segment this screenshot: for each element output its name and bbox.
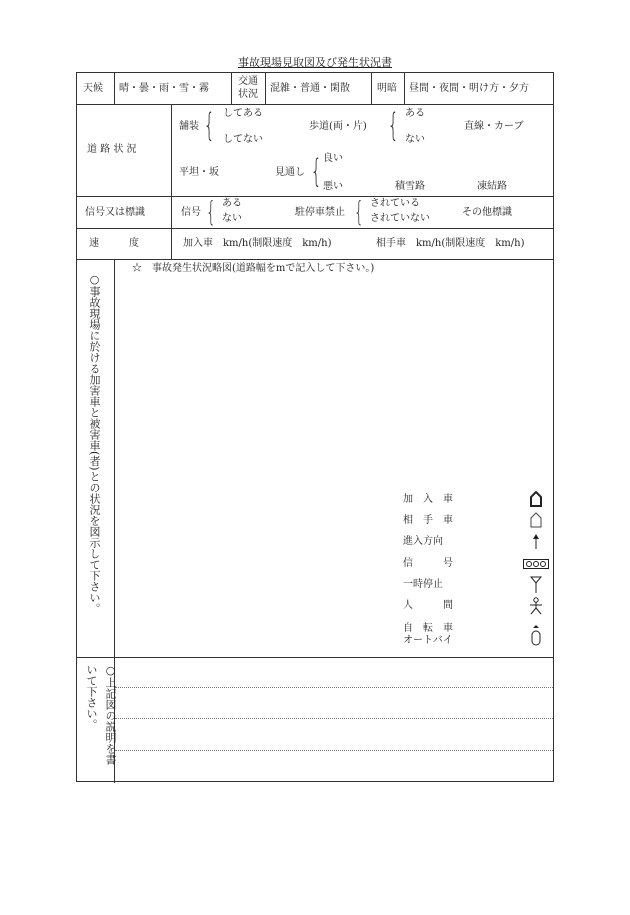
signal-label: 信号 (181, 207, 201, 218)
diagram-instruction: ☆ 事故発生状況略図(道路幅をmで記入して下さい。) (132, 263, 375, 274)
brightness-label: 明暗 (377, 83, 397, 94)
weather-options[interactable]: 晴・曇・雨・雪・霧 (119, 83, 209, 94)
ice-option[interactable]: 凍結路 (477, 181, 507, 192)
paving-yes[interactable]: してある (223, 108, 263, 119)
stop-sign-icon (529, 576, 543, 594)
divider (77, 196, 553, 197)
no-parking-yes[interactable]: されている (370, 198, 420, 209)
signal-row-label: 信号又は標識 (85, 207, 145, 218)
brace-icon: { (203, 106, 215, 144)
divider (77, 104, 553, 105)
paving-label: 舗装 (179, 121, 199, 132)
explanation-side-label: いて下さい。 (85, 664, 98, 730)
brace-icon: { (310, 152, 322, 190)
legend-direction-label: 進入方向 (403, 536, 443, 547)
snow-option[interactable]: 積雪路 (395, 181, 425, 192)
own-car-icon (529, 491, 543, 507)
brace-icon: { (387, 106, 399, 144)
road-conditions-label: 道 路 状 況 (87, 144, 137, 155)
other-car-icon (529, 512, 543, 528)
shape-options[interactable]: 直線・カーブ (464, 121, 524, 132)
divider (77, 228, 553, 229)
explanation-text-area[interactable] (115, 658, 553, 782)
signal-no[interactable]: ない (222, 213, 242, 224)
no-parking-label: 駐停車禁止 (295, 207, 345, 218)
divider (371, 73, 372, 104)
legend-person-label: 人 間 (403, 600, 453, 611)
visibility-good[interactable]: 良い (323, 153, 343, 164)
divider (404, 73, 405, 104)
explanation-side-label: ○上記図の説明を書 (104, 664, 117, 765)
other-signs-option[interactable]: その他標識 (462, 207, 512, 218)
own-car-speed-field[interactable]: 加入車 km/h(制限速度 km/h) (183, 238, 332, 249)
diagram-side-label: ○事故現場に於ける加害車と被害車(者)との状況を図示して下さい。 (88, 273, 101, 614)
weather-label: 天候 (83, 83, 103, 94)
speed-label: 速 度 (89, 238, 139, 249)
visibility-label: 見通し (275, 167, 305, 178)
sidewalk-no[interactable]: ない (405, 134, 425, 145)
diagram-drawing-area[interactable] (115, 278, 415, 653)
traffic-label: 状況 (238, 89, 258, 100)
paving-no[interactable]: してない (223, 134, 263, 145)
arrow-up-icon (530, 533, 542, 549)
traffic-light-icon (523, 559, 549, 569)
brace-icon: { (206, 195, 216, 228)
no-parking-no[interactable]: されていない (370, 213, 430, 224)
bicycle-icon (530, 624, 542, 646)
legend-stop-label: 一時停止 (403, 579, 443, 590)
divider (77, 259, 553, 260)
traffic-label: 交通 (238, 76, 258, 87)
legend-bicycle-label: 自 転 車 (403, 623, 453, 634)
flat-slope-options[interactable]: 平坦・坂 (179, 167, 219, 178)
brace-icon: { (354, 195, 364, 228)
form-title: 事故現場見取図及び発生状況書 (238, 56, 392, 69)
divider (114, 73, 115, 104)
legend-motorcycle-label: オートバイ (403, 635, 453, 646)
visibility-bad[interactable]: 悪い (323, 181, 343, 192)
signal-yes[interactable]: ある (222, 198, 242, 209)
sidewalk-label: 歩道(両・片) (309, 121, 367, 132)
divider (171, 104, 172, 259)
divider (231, 73, 232, 104)
accident-report-form (76, 72, 554, 782)
legend-own-car-label: 加 入 車 (403, 494, 453, 505)
sidewalk-yes[interactable]: ある (405, 108, 425, 119)
other-car-speed-field[interactable]: 相手車 km/h(制限速度 km/h) (376, 238, 525, 249)
legend-other-car-label: 相 手 車 (403, 515, 453, 526)
divider (265, 73, 266, 104)
traffic-options[interactable]: 混雑・普通・閑散 (270, 83, 350, 94)
legend-signal-label: 信 号 (403, 558, 453, 569)
time-options[interactable]: 昼間・夜間・明け方・夕方 (409, 83, 529, 94)
person-icon (528, 597, 544, 615)
